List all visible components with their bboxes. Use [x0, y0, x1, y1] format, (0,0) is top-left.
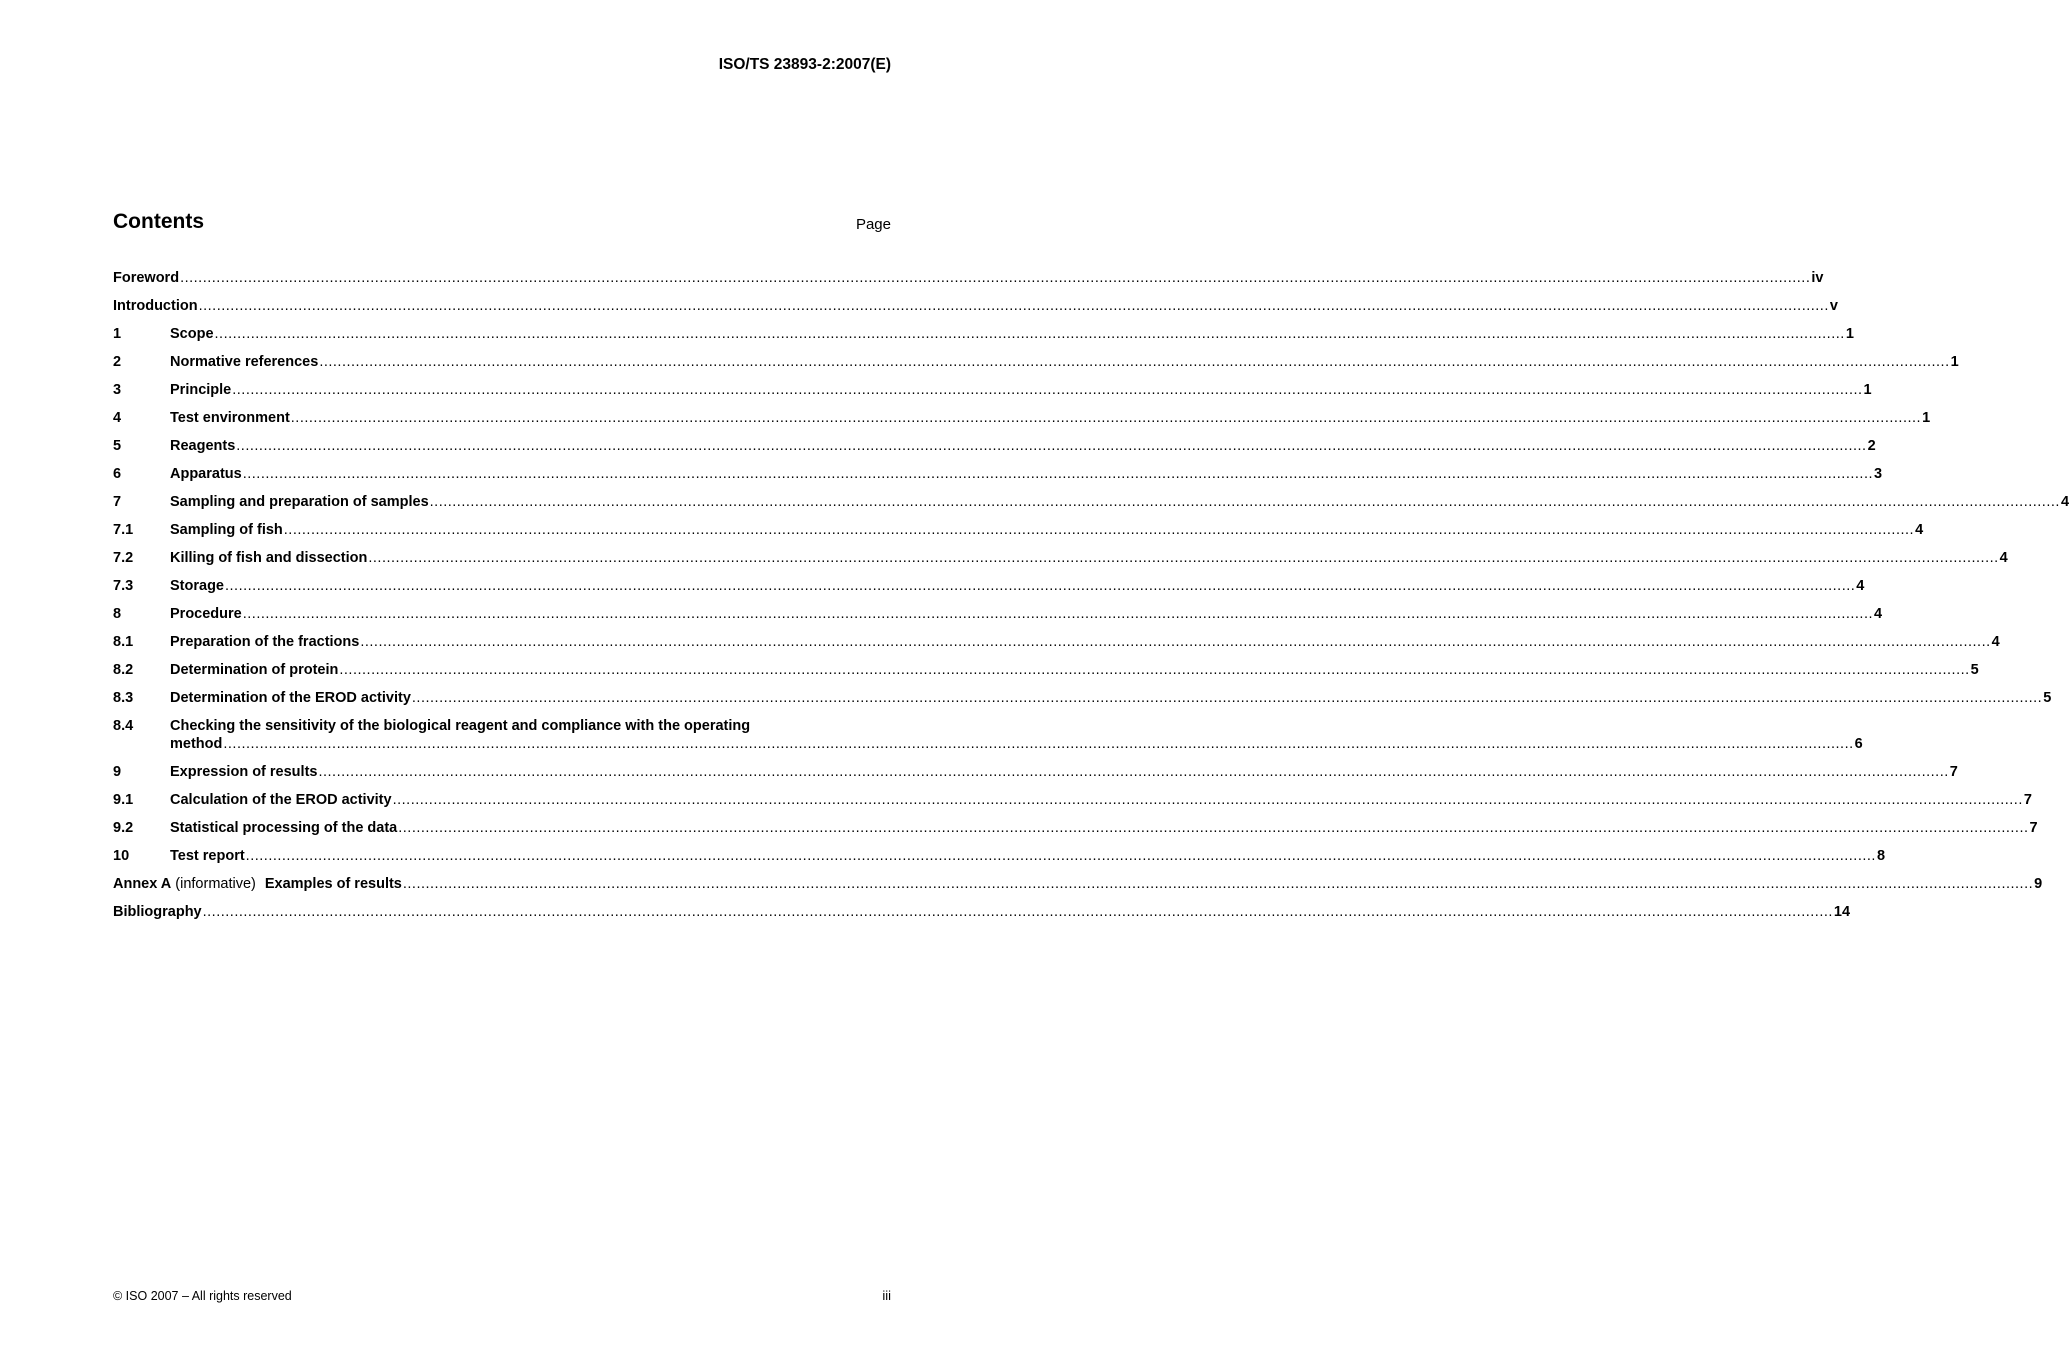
- toc-entry-procedure[interactable]: [113, 604, 1883, 632]
- dot-leader: [243, 465, 1873, 483]
- dot-leader: [215, 325, 1845, 343]
- toc-entry-page: 4: [1999, 550, 2008, 566]
- dot-leader: [284, 521, 1914, 539]
- toc-entry-page: 7: [1949, 764, 1958, 780]
- dot-leader: [243, 605, 1873, 623]
- toc-entry-number: 8.2: [113, 662, 134, 678]
- table-of-contents: [113, 268, 2069, 930]
- toc-entry-number: 8.4: [113, 718, 134, 734]
- dot-leader: [180, 269, 1810, 287]
- toc-entry-title: Scope: [170, 326, 214, 342]
- toc-entry-page: 14: [1833, 904, 1851, 920]
- page-column-label: Page: [855, 216, 891, 233]
- toc-entry-apparatus[interactable]: [113, 464, 1883, 492]
- toc-entry-test-report[interactable]: [113, 846, 1886, 874]
- dot-leader: [232, 381, 1862, 399]
- toc-entry-title: Apparatus: [170, 466, 242, 482]
- toc-entry-page: 5: [1970, 662, 1979, 678]
- toc-entry-title: Preparation of the fractions: [170, 634, 360, 650]
- toc-entry-title: Determination of protein: [170, 662, 339, 678]
- toc-entry-checking-sensitivity[interactable]: [113, 716, 1863, 762]
- toc-entry-number: 8: [113, 606, 122, 622]
- toc-entry-title: Expression of results: [170, 764, 318, 780]
- toc-entry-killing-dissection[interactable]: [113, 548, 2008, 576]
- dot-leader: [291, 409, 1921, 427]
- toc-entry-principle[interactable]: [113, 380, 1872, 408]
- footer-page-number: iii: [882, 1288, 891, 1303]
- toc-entry-number: 8.3: [113, 690, 134, 706]
- toc-entry-page: 4: [1874, 606, 1883, 622]
- toc-entry-number: 9: [113, 764, 122, 780]
- toc-entry-title: Test environment: [170, 410, 290, 426]
- toc-entry-title: Reagents: [170, 438, 236, 454]
- toc-entry-sampling-of-fish[interactable]: [113, 520, 1924, 548]
- toc-entry-number: 6: [113, 466, 122, 482]
- toc-entry-page: 6: [1854, 736, 1863, 752]
- toc-entry-page: 1: [1863, 382, 1872, 398]
- footer-copyright: © ISO 2007 – All rights reserved: [113, 1289, 292, 1303]
- dot-leader: [403, 875, 2033, 893]
- dot-leader: [203, 903, 1833, 921]
- dot-leader: [319, 353, 1949, 371]
- toc-entry-page: 9: [2034, 876, 2043, 892]
- toc-entry-calculation-erod[interactable]: [113, 790, 2032, 818]
- toc-entry-title: Test report: [170, 848, 245, 864]
- dot-leader: [430, 493, 2060, 511]
- toc-entry-title: Bibliography: [113, 904, 202, 920]
- toc-entry-number: 7.1: [113, 522, 134, 538]
- toc-entry-page: 4: [1856, 578, 1865, 594]
- dot-leader: [368, 549, 1998, 567]
- toc-entry-number: 1: [113, 326, 122, 342]
- toc-entry-title: Procedure: [170, 606, 242, 622]
- toc-entry-page: 2: [1867, 438, 1876, 454]
- dot-leader: [246, 847, 1876, 865]
- dot-leader: [339, 661, 1969, 679]
- toc-entry-normative-references[interactable]: [113, 352, 1959, 380]
- toc-entry-number: 9.2: [113, 820, 134, 836]
- toc-entry-number: 7.3: [113, 578, 134, 594]
- toc-entry-page: 4: [1991, 634, 2000, 650]
- toc-entry-page: 4: [2060, 494, 2069, 510]
- toc-entry-title: Killing of fish and dissection: [170, 550, 368, 566]
- toc-entry-statistical-processing[interactable]: [113, 818, 2038, 846]
- contents-heading: Contents: [113, 210, 204, 233]
- toc-entry-page: iv: [1811, 270, 1824, 286]
- toc-entry-title: Sampling of fish: [170, 522, 283, 538]
- toc-entry-title-continuation: method: [170, 736, 223, 752]
- toc-entry-number: 4: [113, 410, 122, 426]
- toc-entry-number: 5: [113, 438, 122, 454]
- toc-entry-reagents[interactable]: [113, 436, 1876, 464]
- annex-title: Examples of results: [264, 876, 402, 892]
- toc-entry-determination-protein[interactable]: [113, 660, 1979, 688]
- dot-leader: [398, 819, 2028, 837]
- toc-entry-page: 7: [2029, 820, 2038, 836]
- toc-entry-title: Statistical processing of the data: [170, 820, 398, 836]
- toc-entry-title: Sampling and preparation of samples: [170, 494, 429, 510]
- dot-leader: [236, 437, 1866, 455]
- toc-entry-scope[interactable]: [113, 324, 1854, 352]
- toc-entry-determination-erod[interactable]: [113, 688, 2052, 716]
- toc-entry-title: Storage: [170, 578, 224, 594]
- toc-entry-page: 8: [1876, 848, 1886, 864]
- toc-entry-title: Principle: [170, 382, 232, 398]
- dot-leader: [225, 577, 1855, 595]
- toc-entry-storage[interactable]: [113, 576, 1865, 604]
- toc-entry-title: Foreword: [113, 270, 180, 286]
- toc-entry-introduction[interactable]: [113, 296, 1838, 324]
- toc-entry-page: v: [1829, 298, 1838, 314]
- document-id: ISO/TS 23893-2:2007(E): [718, 56, 891, 73]
- toc-entry-title: Annex A: [113, 876, 172, 892]
- toc-entry-page: 1: [1922, 410, 1931, 426]
- toc-entry-number: 7.2: [113, 550, 134, 566]
- dot-leader: [360, 633, 1990, 651]
- dot-leader: [318, 763, 1948, 781]
- annex-informative-note: (informative): [175, 876, 256, 892]
- toc-entry-title: Checking the sensitivity of the biological reagent and compliance with the operating: [170, 718, 751, 734]
- toc-entry-page: 7: [2023, 792, 2032, 808]
- toc-entry-page: 1: [1845, 326, 1854, 342]
- toc-entry-title: Normative references: [170, 354, 319, 370]
- dot-leader: [412, 689, 2042, 707]
- toc-entry-number: 3: [113, 382, 122, 398]
- toc-entry-sampling-preparation[interactable]: [113, 492, 2069, 520]
- toc-entry-number: 10: [113, 848, 130, 864]
- toc-entry-foreword[interactable]: [113, 268, 1824, 296]
- toc-entry-number: 8.1: [113, 634, 134, 650]
- toc-entry-title: Calculation of the EROD activity: [170, 792, 392, 808]
- toc-entry-title: Introduction: [113, 298, 198, 314]
- toc-entry-bibliography[interactable]: [113, 902, 1851, 930]
- toc-entry-number: 7: [113, 494, 122, 510]
- toc-entry-page: 4: [1915, 522, 1924, 538]
- toc-entry-annex-a[interactable]: [113, 874, 2043, 902]
- dot-leader: [199, 297, 1829, 315]
- toc-entry-page: 5: [2043, 690, 2052, 706]
- toc-entry-test-environment[interactable]: [113, 408, 1931, 436]
- toc-entry-page: 3: [1874, 466, 1883, 482]
- toc-entry-page: 1: [1950, 354, 1959, 370]
- dot-leader: [393, 791, 2023, 809]
- toc-entry-number: 9.1: [113, 792, 134, 808]
- dot-leader: [223, 735, 1853, 753]
- toc-entry-title: Determination of the EROD activity: [170, 690, 411, 706]
- toc-entry-expression-results[interactable]: [113, 762, 1958, 790]
- toc-entry-number: 2: [113, 354, 122, 370]
- toc-entry-preparation-fractions[interactable]: [113, 632, 2000, 660]
